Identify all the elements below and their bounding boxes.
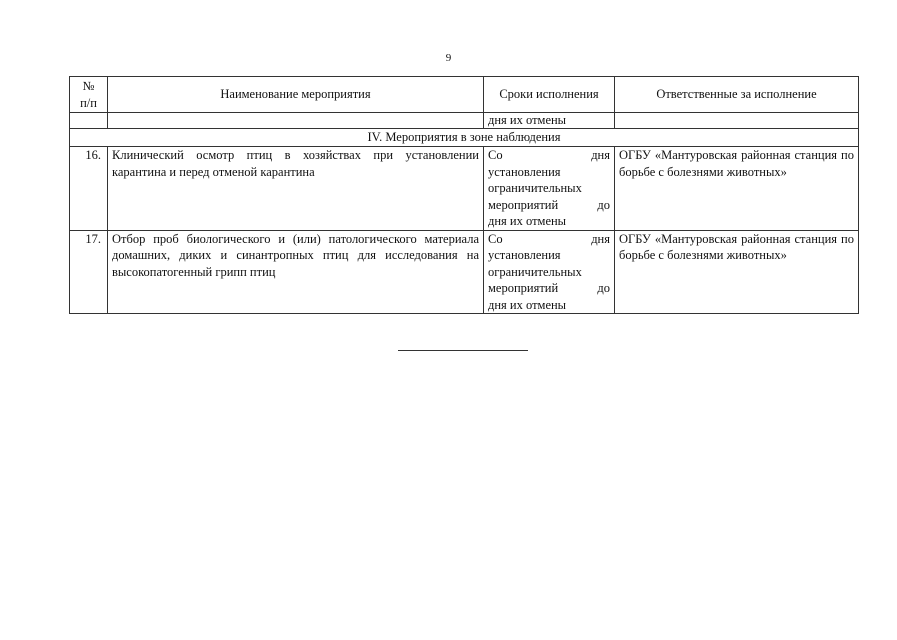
cont-deadline: дня их отмены — [484, 113, 615, 129]
row-responsible: ОГБУ «Мантуровская районная станция по борьбе с болезнями животных» — [615, 147, 859, 231]
deadline-word: мероприятий — [488, 281, 559, 295]
row-deadline — [484, 230, 615, 314]
deadline-line — [488, 147, 610, 164]
deadline-line — [488, 297, 610, 314]
deadline-line — [488, 180, 610, 197]
deadline-word: дня их отмены — [488, 214, 567, 228]
deadline-line — [488, 231, 610, 248]
section-row — [70, 129, 859, 147]
deadline-word: до — [597, 197, 610, 212]
deadline-line — [488, 164, 610, 181]
deadline-line — [488, 264, 610, 281]
deadline-word: Со — [488, 231, 503, 246]
header-number-line2: п/п — [80, 95, 97, 110]
deadline-word: установления — [488, 248, 561, 262]
row-number: 16. — [70, 147, 108, 231]
row-deadline — [484, 147, 615, 231]
cont-number — [70, 113, 108, 129]
page-number: 9 — [445, 52, 452, 64]
table-header-row — [70, 77, 859, 113]
deadline-line — [488, 197, 610, 214]
deadline-line — [488, 213, 610, 230]
deadline-word: дня их отмены — [488, 297, 567, 312]
continuation-row — [70, 113, 859, 129]
deadline-line — [488, 247, 610, 264]
deadline-word: установления — [488, 164, 561, 179]
row-measure-name: Отбор проб биологического и (или) патологического материала домашних, диких и синантропных птиц для исследования на высокопатогенный грипп птиц — [108, 230, 484, 314]
deadline-word: до — [597, 281, 610, 295]
deadline-line — [488, 280, 610, 297]
deadline-word: Со — [488, 148, 503, 162]
header-responsible: Ответственные за исполнение — [615, 77, 859, 113]
header-deadline: Сроки исполнения — [484, 77, 615, 113]
row-measure-name: Клинический осмотр птиц в хозяйствах при установлении карантина и перед отменой карантина — [108, 147, 484, 231]
table-row — [70, 230, 859, 314]
deadline-word: ограничительных — [488, 181, 582, 195]
measures-table — [69, 76, 859, 314]
cont-responsible — [615, 113, 859, 129]
cont-name — [108, 113, 484, 129]
deadline-word: дня — [591, 231, 610, 246]
end-of-document-rule — [398, 350, 528, 351]
row-number: 17. — [70, 230, 108, 314]
row-responsible: ОГБУ «Мантуровская районная станция по борьбе с болезнями животных» — [615, 230, 859, 314]
deadline-word: мероприятий — [488, 197, 559, 212]
header-number-line1: № — [82, 79, 95, 93]
deadline-word: ограничительных — [488, 264, 582, 279]
deadline-word: дня — [591, 148, 610, 162]
header-name: Наименование мероприятия — [108, 77, 484, 113]
header-number — [70, 77, 108, 113]
section-title: IV. Мероприятия в зоне наблюдения — [70, 129, 859, 147]
table-row — [70, 147, 859, 231]
